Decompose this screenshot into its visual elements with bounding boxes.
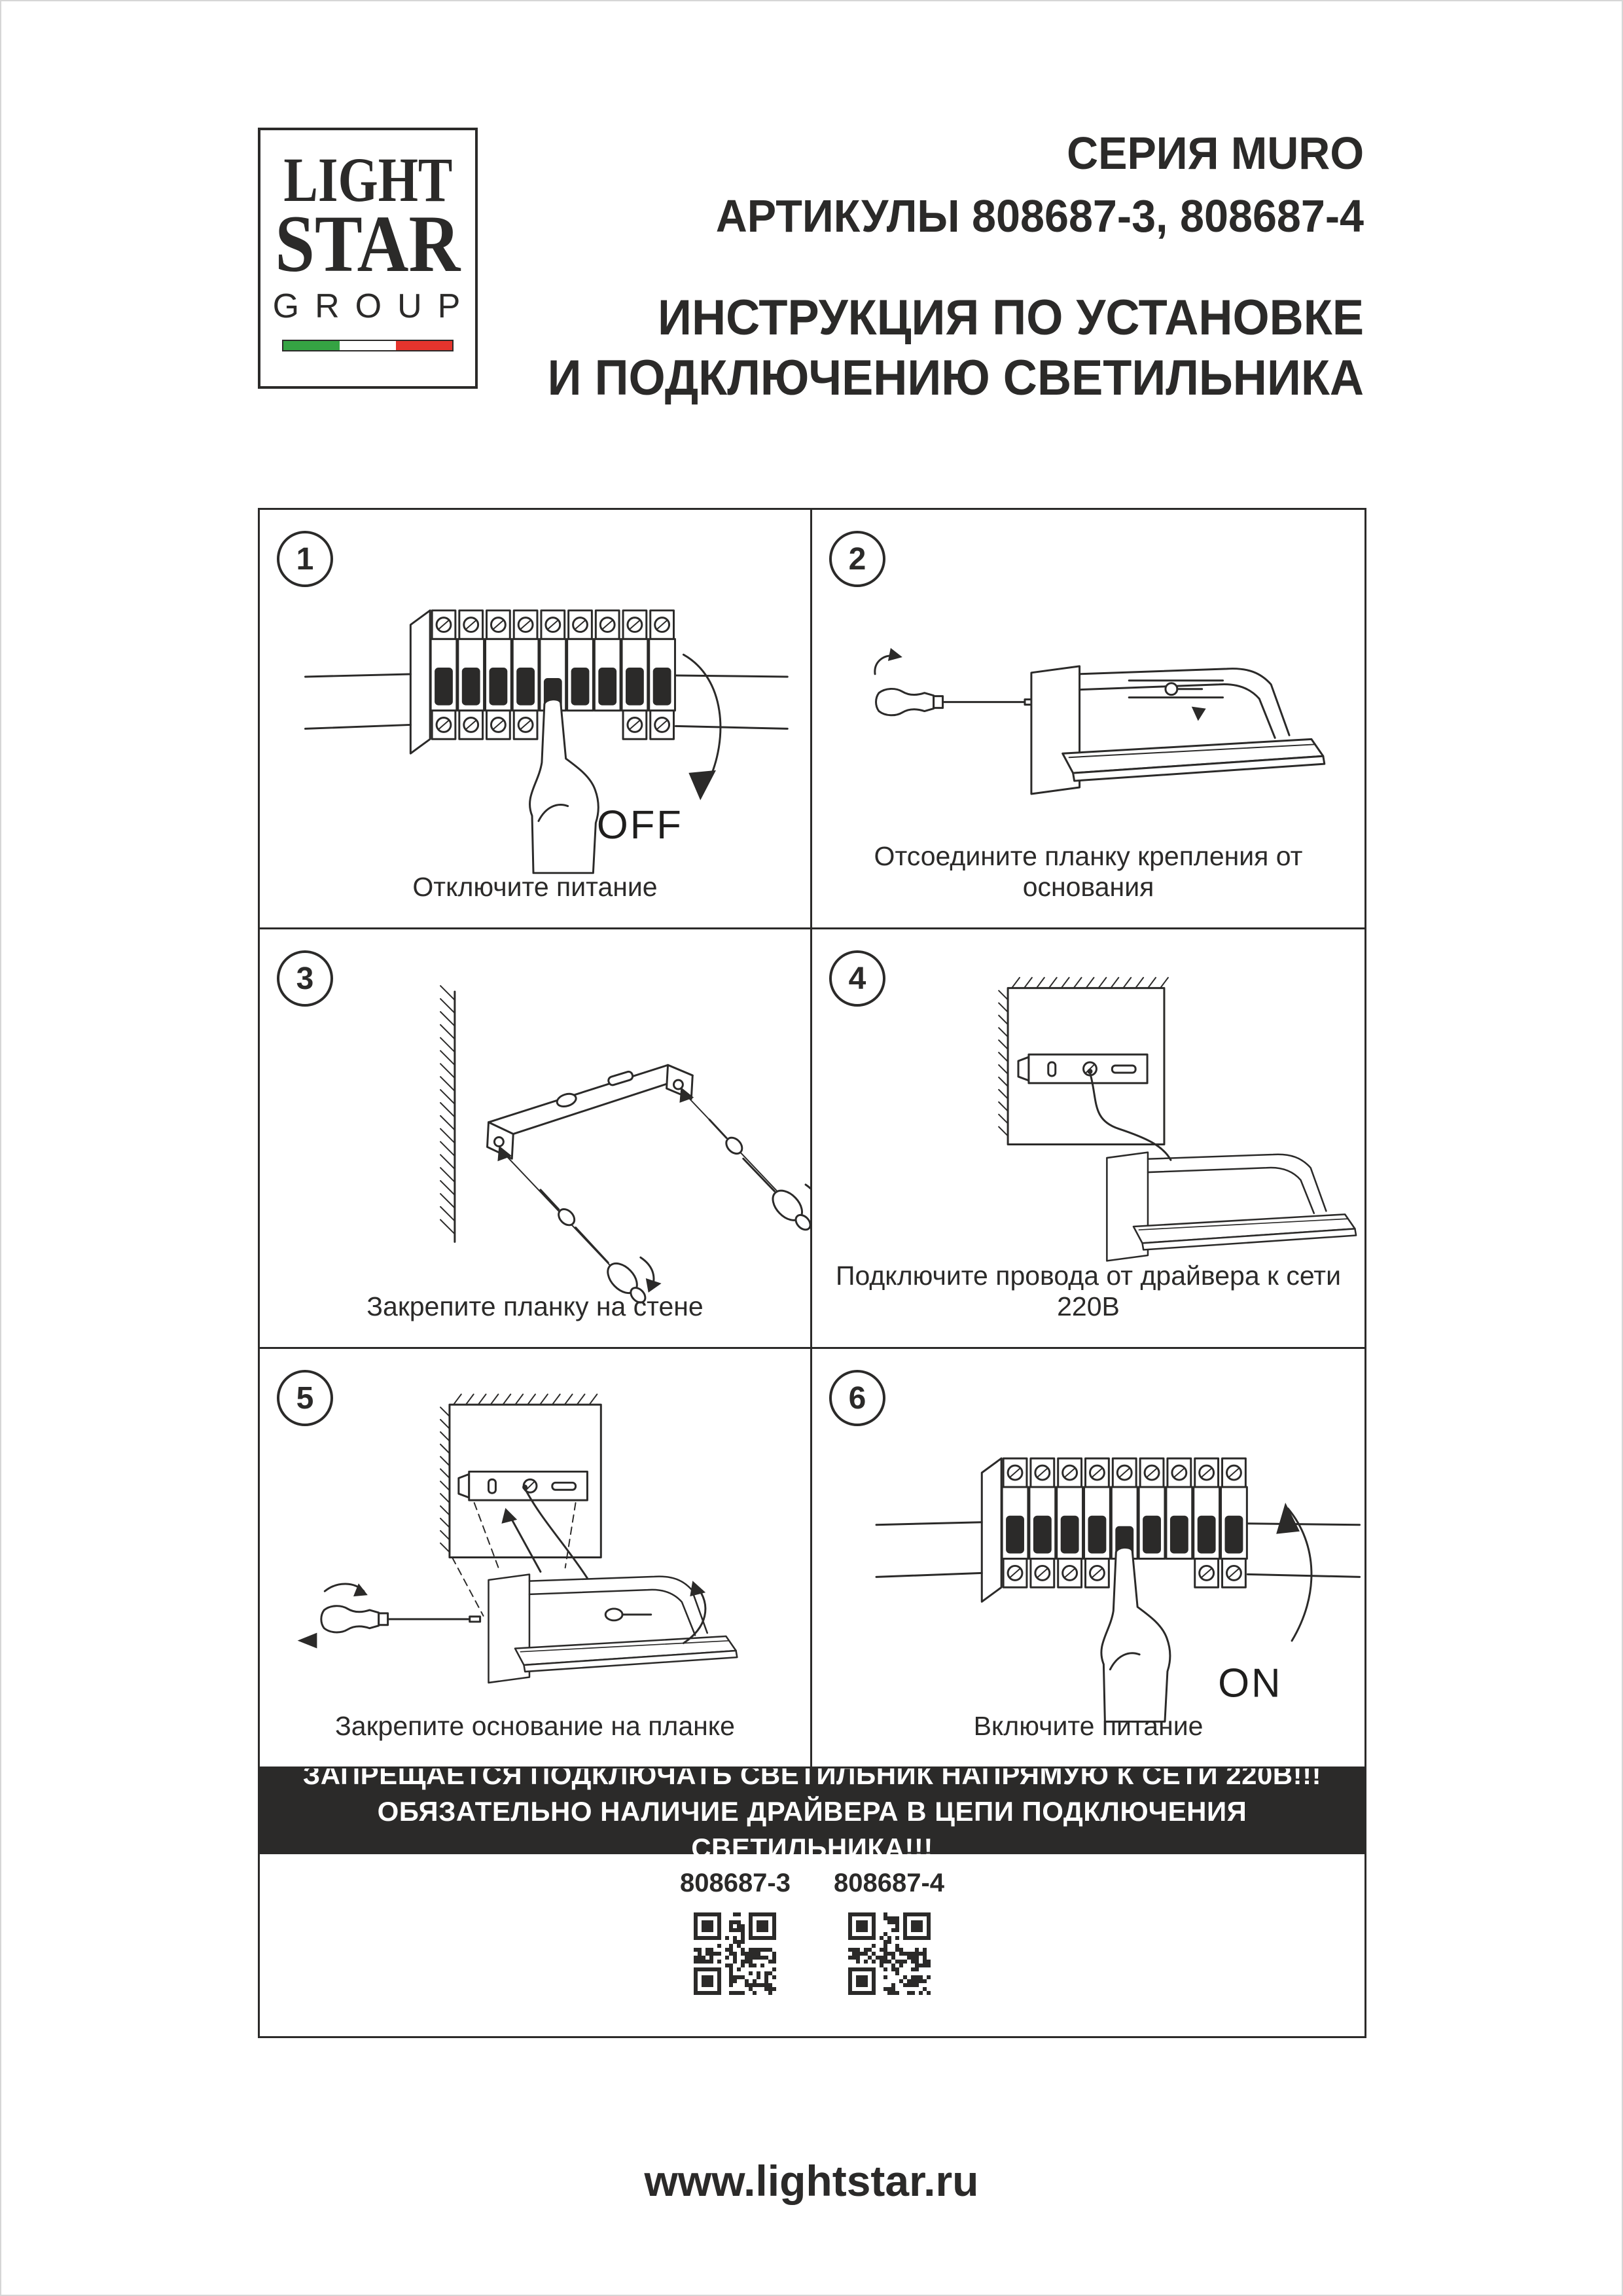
article-label-2: 808687-4 <box>834 1869 945 1897</box>
step-6-caption: Включите питание <box>973 1711 1204 1741</box>
doc-title-line1: ИНСТРУКЦИЯ ПО УСТАНОВКЕ <box>658 290 1364 346</box>
step-3-caption: Закрепите планку на стене <box>366 1291 704 1321</box>
rotate-arrow-head <box>888 648 902 661</box>
logo-word-group: GROUP <box>272 287 476 325</box>
step-3-cell <box>260 929 812 1349</box>
step-2-cell <box>812 510 1364 929</box>
step-4-caption: Подключите провода от драйвера к сети 220В <box>836 1261 1341 1321</box>
unscrew-arrow-head <box>298 1633 317 1649</box>
fixing-screw-icon <box>605 1609 651 1621</box>
screwdriver-icon <box>321 1606 480 1632</box>
step-2-caption: Отсоедините планку крепления от основания <box>874 841 1303 902</box>
wall-lamp-icon <box>1107 1153 1356 1261</box>
wall-hatching <box>440 986 455 1234</box>
step-4-number: 4 <box>829 950 885 1007</box>
step-4-cell <box>812 929 1364 1349</box>
step-3-number: 3 <box>277 950 333 1007</box>
pointing-hand-icon <box>1101 1547 1170 1721</box>
series-title: СЕРИЯ MURO <box>1067 128 1364 179</box>
lightstar-logo <box>258 128 478 389</box>
mounting-bracket-icon <box>488 1065 693 1158</box>
website-url: www.lightstar.ru <box>644 2157 979 2205</box>
on-label: ON <box>1218 1660 1283 1706</box>
arrow-down-curve <box>683 655 721 782</box>
qr-item-1 <box>680 1869 791 2036</box>
step-6-cell <box>812 1349 1364 1768</box>
articles-line: АРТИКУЛЫ 808687-3, 808687-4 <box>715 190 1364 242</box>
italian-flag-icon <box>282 340 454 351</box>
logo-word-light: LIGHT <box>283 145 453 215</box>
screwdriver-icon <box>876 689 1035 715</box>
step-5-caption: Закрепите основание на планке <box>335 1711 735 1741</box>
wall-hatching-left <box>440 1407 450 1552</box>
instruction-table <box>258 508 1366 2038</box>
arrow-down-head <box>688 770 716 800</box>
step-1-cell <box>260 510 812 929</box>
flag-green <box>283 341 340 350</box>
step-5-cell <box>260 1349 812 1768</box>
qr-section <box>260 1854 1364 2036</box>
wall-hatching-top <box>1012 978 1168 988</box>
guide-dashed-line-3 <box>452 1558 484 1616</box>
wall-lamp-icon <box>1031 666 1325 794</box>
warning-line-2: ОБЯЗАТЕЛЬНО НАЛИЧИЕ ДРАЙВЕРА В ЦЕПИ ПОДКЛЮЧЕНИЯ СВЕТИЛЬНИКА!!! <box>377 1795 1247 1863</box>
doc-title-line2: И ПОДКЛЮЧЕНИЮ СВЕТИЛЬНИКА <box>547 350 1364 406</box>
off-label: OFF <box>596 802 683 848</box>
article-label-1: 808687-3 <box>679 1869 791 1897</box>
warning-bar <box>260 1759 1364 1863</box>
pointing-hand-icon <box>530 700 599 873</box>
mounting-bracket-icon <box>1018 1054 1147 1083</box>
qr-code-1 <box>686 1905 784 2003</box>
step-1-number: 1 <box>277 531 333 587</box>
step-5-number: 5 <box>277 1370 333 1426</box>
step-3-illustration <box>260 929 810 1347</box>
logo-word-star: STAR <box>275 199 461 289</box>
document-header <box>548 122 1364 408</box>
breaker-panel-icon <box>876 1458 1360 1721</box>
screwdriver-icon <box>743 1158 810 1232</box>
qr-code-2 <box>840 1905 938 2003</box>
step-6-number: 6 <box>829 1370 885 1426</box>
wall-hatching-left <box>999 991 1008 1136</box>
step-1-illustration <box>260 510 810 927</box>
warning-line-1: ЗАПРЕЩАЕТСЯ ПОДКЛЮЧАТЬ СВЕТИЛЬНИК НАПРЯМУЮ К СЕТИ 220В!!! <box>302 1759 1322 1790</box>
qr-item-2 <box>834 1869 944 2036</box>
step-6-illustration <box>812 1349 1364 1767</box>
flag-white <box>340 341 396 350</box>
screw-icon <box>679 1087 778 1193</box>
step-2-number: 2 <box>829 531 885 587</box>
step-5-illustration <box>260 1349 810 1767</box>
rotate-arrow-head <box>690 1581 705 1596</box>
flag-red <box>396 341 452 350</box>
step-1-caption: Отключите питание <box>412 872 658 902</box>
wall-hatching-top <box>454 1394 597 1405</box>
